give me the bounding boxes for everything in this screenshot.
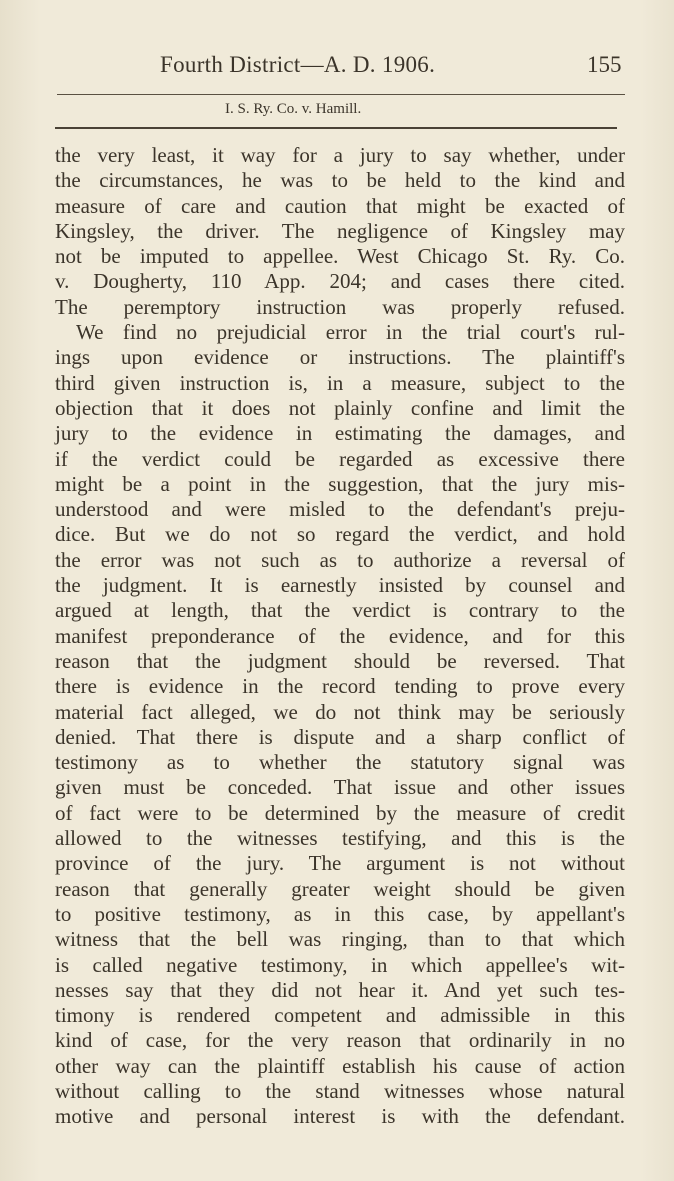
text-line: kind of case, for the very reason that ordinarily in no [55,1028,625,1053]
text-line: reason that the judgment should be reversed. That [55,648,625,673]
text-line: argued at length, that the verdict is contrary to the [55,598,625,623]
text-line: without calling to the stand witnesses whose natural [55,1078,625,1103]
case-title-rule [55,127,617,129]
text-line: jury to the evidence in estimating the damages, and [55,421,625,446]
text-line: measure of care and caution that might be exacted of [55,193,625,218]
text-line: testimony as to whether the statutory signal was [55,750,625,775]
text-line: denied. That there is dispute and a sharp conflict of [55,724,625,749]
text-line: Kingsley, the driver. The negligence of Kingsley may [55,218,625,243]
text-line: the circumstances, he was to be held to the kind and [55,168,625,193]
text-line: witness that the bell was ringing, than to that which [55,927,625,952]
page-number: 155 [587,52,622,77]
text-line: v. Dougherty, 110 App. 204; and cases there cited. [55,269,625,294]
text-line: to positive testimony, as in this case, by appellant's [55,901,625,926]
text-line: other way can the plaintiff establish his cause of action [55,1053,625,1078]
text-line: timony is rendered competent and admissible in this [55,1003,625,1028]
text-line: given must be conceded. That issue and other issues [55,775,625,800]
text-line: nesses say that they did not hear it. And yet such tes- [55,977,625,1002]
text-line: manifest preponderance of the evidence, and for this [55,623,625,648]
text-line: the error was not such as to authorize a reversal of [55,547,625,572]
body-text [55,143,625,1130]
text-line: might be a point in the suggestion, that the jury mis- [55,471,625,496]
text-line: material fact alleged, we do not think may be seriously [55,699,625,724]
text-line: objection that it does not plainly confine and limit the [55,395,625,420]
text-line: not be imputed to appellee. West Chicago St. Ry. Co. [55,244,625,269]
running-head: Fourth District—A. D. 1906. [160,52,436,77]
text-line: province of the jury. The argument is not without [55,851,625,876]
case-title: I. S. Ry. Co. v. Hamill. [225,101,362,117]
text-line: the judgment. It is earnestly insisted by counsel and [55,573,625,598]
text-line: if the verdict could be regarded as excessive there [55,446,625,471]
header-rule [57,94,625,95]
text-line: third given instruction is, in a measure, subject to the [55,370,625,395]
text-line: understood and were misled to the defendant's preju- [55,497,625,522]
text-line: of fact were to be determined by the measure of credit [55,800,625,825]
text-line: there is evidence in the record tending to prove every [55,674,625,699]
text-line: dice. But we do not so regard the verdict, and hold [55,522,625,547]
text-line: motive and personal interest is with the defendant. [55,1104,625,1129]
text-line: We find no prejudicial error in the trial court's rul- [76,320,625,345]
text-line: the very least, it way for a jury to say whether, under [55,143,625,167]
text-line: reason that generally greater weight should be given [55,876,625,901]
text-line: allowed to the witnesses testifying, and this is the [55,826,625,851]
text-line: ings upon evidence or instructions. The plaintiff's [55,345,625,370]
text-line: is called negative testimony, in which appellee's wit- [55,952,625,977]
text-line: The peremptory instruction was properly refused. [55,294,625,319]
